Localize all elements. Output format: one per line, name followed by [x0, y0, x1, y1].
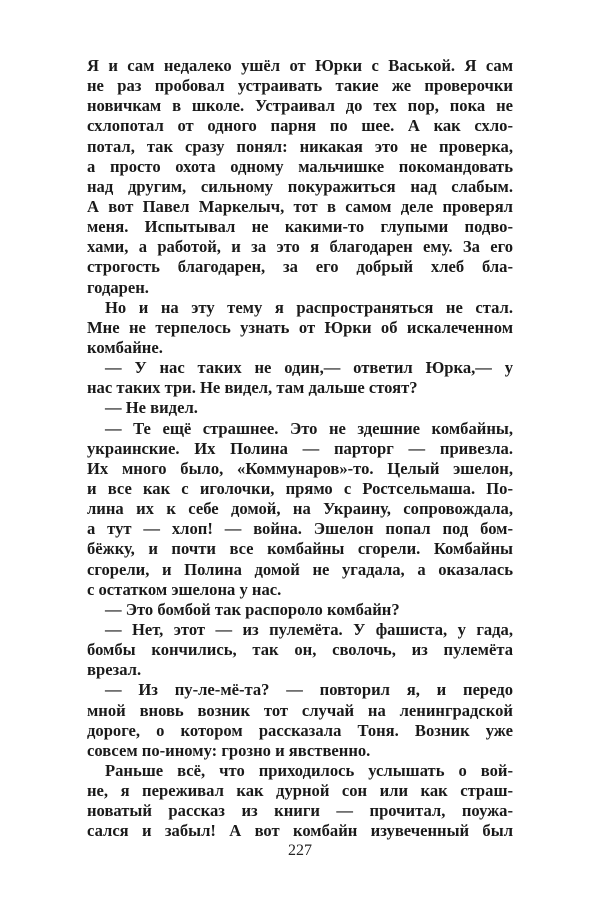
paragraph [87, 398, 513, 418]
text-line: меня. Испытывал не какими-то глупыми подво- [87, 217, 513, 237]
text-line: сался и забыл! А вот комбайн изувеченный был [87, 821, 513, 841]
text-line: и все как с иголочки, прямо с Ростсельмаша. По- [87, 478, 513, 498]
paragraph [87, 680, 513, 761]
text-line: совсем по-иному: грозно и явственно. [87, 740, 371, 760]
book-page-text [87, 56, 513, 841]
paragraph [87, 600, 513, 620]
text-line: — Те ещё страшнее. Это не здешние комбайны, [105, 418, 513, 438]
text-line: бёжку, и почти все комбайны сгорели. Комбайны [87, 539, 513, 559]
paragraph [87, 56, 513, 298]
text-line: Их много было, «Коммунаров»-то. Целый эшелон, [87, 458, 513, 478]
text-line: — Это бомбой так распороло комбайн? [105, 599, 400, 619]
page-number: 227 [288, 842, 312, 859]
paragraph [87, 761, 513, 842]
text-line: Мне не терпелось узнать от Юрки об искалеченном [87, 317, 513, 337]
text-line: сгорели, и Полина домой не угадала, а оказалась [87, 559, 513, 579]
text-line: строгость благодарен, за его добрый хлеб бла- [87, 257, 513, 277]
paragraph [87, 298, 513, 358]
text-line: — Из пу-ле-мё-та? — повторил я, и передо [105, 680, 513, 700]
text-line: а просто охота одному мальчишке покомандовать [87, 156, 513, 176]
text-line: новатый рассказ из книги — прочитал, поужа- [87, 801, 513, 821]
paragraph [87, 358, 513, 398]
text-line: схлопотал от одного парня по шее. А как схло- [87, 116, 513, 136]
text-line: а тут — хлоп! — война. Эшелон попал под бом- [87, 519, 513, 539]
text-line: годарен. [87, 277, 149, 297]
text-line: — Не видел. [105, 398, 198, 418]
text-line: лина их к себе домой, на Украину, сопровождала, [87, 499, 513, 519]
text-line: врезал. [87, 660, 142, 680]
paragraph [87, 419, 513, 600]
text-line: потал, так сразу понял: никакая это не проверка, [87, 136, 513, 156]
text-line: бомбы кончились, так он, сволочь, из пулемёта [87, 640, 513, 660]
text-line: дороге, о котором рассказала Тоня. Возник уже [87, 720, 513, 740]
text-line: новичкам в школе. Устраивал до тех пор, пока не [87, 96, 513, 116]
text-line: не, я переживал как дурной сон или как страш- [87, 781, 513, 801]
paragraph [87, 620, 513, 680]
text-line: — У нас таких не один,— ответил Юрка,— у [105, 358, 513, 378]
text-line: украинские. Их Полина — парторг — привезла. [87, 438, 513, 458]
text-line: Раньше всё, что приходилось услышать о вой- [105, 760, 513, 780]
text-line: мной вновь возник тот случай на ленинградской [87, 700, 513, 720]
text-line: А вот Павел Маркелыч, тот в самом деле проверял [87, 196, 513, 216]
text-line: Я и сам недалеко ушёл от Юрки с Васькой. Я сам [87, 56, 513, 75]
text-line: — Нет, этот — из пулемёта. У фашиста, у гада, [105, 619, 513, 639]
text-line: комбайне. [87, 337, 163, 357]
text-line: хами, а работой, и за это я благодарен ему. За его [87, 237, 513, 257]
text-line: Но и на эту тему я распространяться не стал. [105, 297, 513, 317]
text-line: нас таких три. Не видел, там дальше стоят? [87, 378, 418, 398]
text-line: не раз пробовал устраивать такие же проверочки [87, 76, 513, 96]
text-line: над другим, сильному покуражиться над слабым. [87, 176, 513, 196]
text-line: с остатком эшелона у нас. [87, 579, 282, 599]
